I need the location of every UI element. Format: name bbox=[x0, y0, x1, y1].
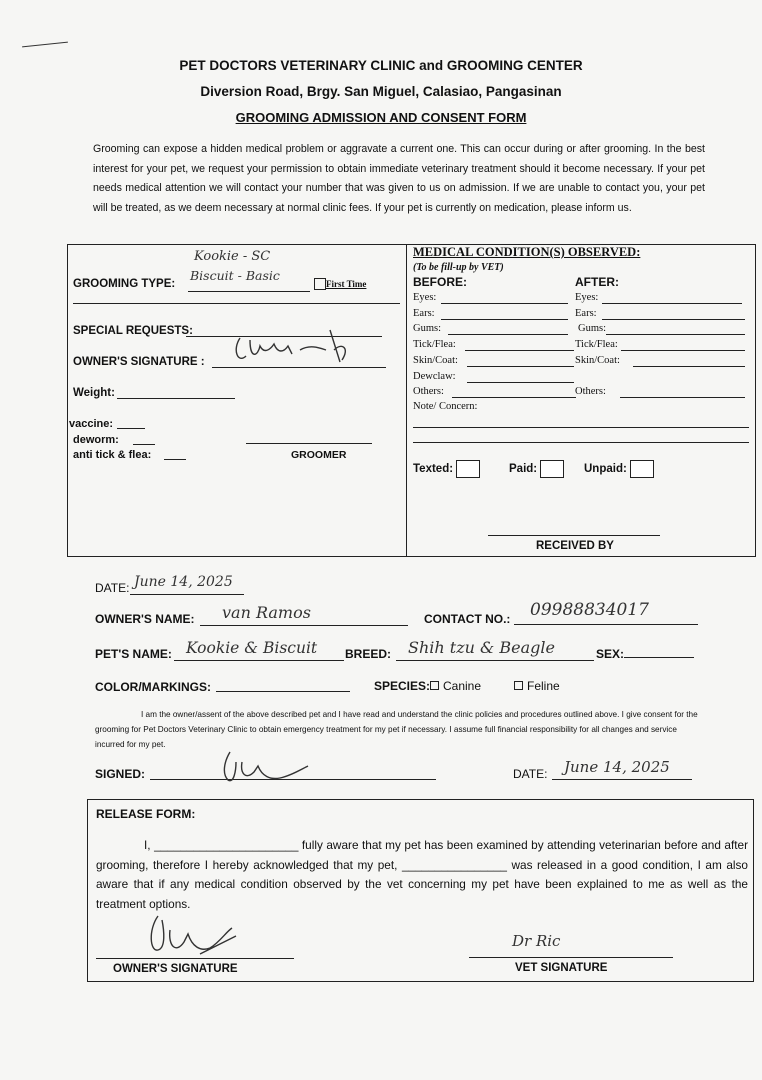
groomer-label: GROOMER bbox=[291, 449, 347, 461]
before-item-label: Ears: bbox=[413, 308, 435, 319]
feline-checkbox[interactable] bbox=[514, 681, 523, 690]
breed-line[interactable] bbox=[396, 660, 594, 661]
release-text-c: was released in a good condition, I am also aware that if any medical condition observed by the vet concerning my pet have been explained to me as well as the treatment options. bbox=[96, 857, 748, 911]
note-label: Note/ Concern: bbox=[413, 401, 478, 412]
pet-name-line[interactable] bbox=[174, 660, 344, 661]
weight-label: Weight: bbox=[73, 387, 115, 399]
note-line-2[interactable] bbox=[413, 442, 749, 443]
before-item-field[interactable] bbox=[452, 397, 576, 398]
sex-label: SEX: bbox=[596, 647, 625, 661]
received-by-label: RECEIVED BY bbox=[536, 540, 614, 552]
signed-label: SIGNED: bbox=[95, 767, 146, 781]
after-item-field[interactable] bbox=[602, 303, 742, 304]
vet-signature-label: VET SIGNATURE bbox=[515, 962, 608, 974]
before-item-label: Tick/Flea: bbox=[413, 339, 456, 350]
before-item-label: Others: bbox=[413, 386, 444, 397]
before-item-field[interactable] bbox=[441, 303, 568, 304]
consent-text bbox=[95, 707, 707, 752]
release-pet-blank[interactable]: ________________ bbox=[401, 857, 507, 872]
paid-label bbox=[509, 460, 564, 478]
release-paragraph bbox=[96, 836, 748, 914]
after-item-field[interactable] bbox=[606, 334, 745, 335]
paid-checkbox[interactable] bbox=[540, 460, 564, 478]
owner-name-label: OWNER'S NAME: bbox=[95, 612, 195, 626]
after-item-label: Gums: bbox=[578, 323, 607, 334]
grooming-type-line bbox=[188, 291, 310, 292]
vaccine-label: vaccine: bbox=[69, 418, 114, 430]
after-item-label: Others: bbox=[575, 386, 606, 397]
unpaid-checkbox[interactable] bbox=[630, 460, 654, 478]
consent-signature-scribble bbox=[210, 748, 320, 788]
clinic-address: Diversion Road, Brgy. San Miguel, Calasiao, Pangasinan bbox=[200, 84, 562, 99]
owner-signature-scribble bbox=[230, 320, 360, 370]
release-title: RELEASE FORM: bbox=[96, 807, 196, 821]
after-item-label: Skin/Coat: bbox=[575, 355, 620, 366]
owner-release-signature-line[interactable] bbox=[96, 958, 294, 959]
after-item-field[interactable] bbox=[602, 319, 745, 320]
contact-line[interactable] bbox=[514, 624, 698, 625]
stray-mark bbox=[22, 42, 68, 48]
feline-text: Feline bbox=[527, 679, 560, 693]
canine-checkbox[interactable] bbox=[430, 681, 439, 690]
after-item-field[interactable] bbox=[620, 397, 745, 398]
unpaid-text: Unpaid: bbox=[584, 463, 627, 476]
after-item-field[interactable] bbox=[621, 350, 745, 351]
release-text-b: fully aware that my pet has been examined by attending veterinarian before and after grooming, therefore I hereby acknowledged that my pet, bbox=[96, 838, 748, 872]
form-title: GROOMING ADMISSION AND CONSENT FORM bbox=[235, 110, 527, 125]
sex-line[interactable] bbox=[624, 657, 694, 658]
anti-tick-label: anti tick & flea: bbox=[73, 449, 152, 461]
release-text-a: I, bbox=[144, 838, 155, 852]
admission-divider bbox=[406, 244, 407, 557]
unpaid-label bbox=[584, 460, 654, 478]
anti-tick-field[interactable] bbox=[164, 459, 186, 460]
date-line[interactable] bbox=[130, 594, 244, 595]
owner-name-line[interactable] bbox=[200, 625, 408, 626]
before-item-label: Eyes: bbox=[413, 292, 437, 303]
contact-value: 09988834017 bbox=[530, 600, 649, 620]
consent-date-label: DATE: bbox=[513, 767, 548, 781]
weight-field[interactable] bbox=[117, 398, 235, 399]
vet-signature-value: Dr Ric bbox=[512, 932, 561, 950]
breed-label: BREED: bbox=[345, 647, 392, 661]
canine-option[interactable] bbox=[430, 679, 481, 693]
date-label: DATE: bbox=[95, 581, 130, 595]
breed-value: Shih tzu & Beagle bbox=[408, 638, 555, 657]
medical-title: MEDICAL CONDITION(S) OBSERVED: bbox=[413, 245, 641, 259]
consent-paragraph: I am the owner/assent of the above described pet and I have read and understand the clinic policies and procedures outlined above. I give consent for the grooming for Pet Doctors Veterinary Clinic to obtain emergency treatment for my pet if necessary. I assume full financial responsibility for all changes and service incurred for my pet. bbox=[95, 710, 698, 749]
owner-release-signature-label: OWNER'S SIGNATURE bbox=[113, 963, 238, 975]
medical-subtitle: (To be fill-up by VET) bbox=[413, 262, 504, 273]
grooming-type-value-line2: Biscuit - Basic bbox=[190, 268, 280, 283]
clinic-name: PET DOCTORS VETERINARY CLINIC and GROOMING CENTER bbox=[179, 58, 583, 73]
color-line[interactable] bbox=[216, 691, 350, 692]
canine-text: Canine bbox=[443, 679, 482, 693]
before-item-field[interactable] bbox=[448, 334, 568, 335]
after-label: AFTER: bbox=[575, 275, 619, 289]
paid-text: Paid: bbox=[509, 463, 538, 476]
grooming-type-value-line1: Kookie - SC bbox=[194, 249, 271, 264]
before-item-field[interactable] bbox=[441, 319, 568, 320]
owner-signature-label: OWNER'S SIGNATURE : bbox=[73, 356, 205, 368]
note-line-1[interactable] bbox=[413, 427, 749, 428]
deworm-label: deworm: bbox=[73, 434, 119, 446]
pet-name-value: Kookie & Biscuit bbox=[186, 639, 318, 657]
grooming-extra-line bbox=[73, 303, 400, 304]
release-owner-blank[interactable]: ______________________ bbox=[154, 838, 299, 852]
before-item-field[interactable] bbox=[465, 350, 574, 351]
consent-date-value: June 14, 2025 bbox=[564, 758, 670, 776]
grooming-type-label: GROOMING TYPE: bbox=[73, 278, 176, 290]
color-label: COLOR/MARKINGS: bbox=[95, 680, 211, 694]
texted-checkbox[interactable] bbox=[456, 460, 480, 478]
before-item-label: Gums: bbox=[413, 323, 442, 334]
intro-paragraph: Grooming can expose a hidden medical problem or aggravate a current one. This can occur during or after grooming. In the best interest for your pet, we request your permission to obtain immediate veterinary treatment should it become necessary. If your pet needs medical attention we will contact your number that was given to us on admission. If we are unable to contact you, your pet will be treated, as we deem necessary at normal clinic fees. If your pet is currently on medication, please inform us. bbox=[93, 143, 705, 214]
vaccine-field[interactable] bbox=[117, 428, 145, 429]
before-item-field[interactable] bbox=[467, 366, 574, 367]
texted-text: Texted: bbox=[413, 463, 454, 476]
feline-option[interactable] bbox=[514, 679, 560, 693]
before-item-label: Skin/Coat: bbox=[413, 355, 458, 366]
species-label: SPECIES: bbox=[374, 679, 431, 693]
owner-name-value: van Ramos bbox=[222, 603, 311, 622]
vet-signature-line[interactable] bbox=[469, 957, 673, 958]
after-item-label: Eyes: bbox=[575, 292, 599, 303]
deworm-field[interactable] bbox=[133, 444, 155, 445]
first-time-label: First Time bbox=[326, 279, 367, 289]
after-item-field[interactable] bbox=[633, 366, 745, 367]
admission-box bbox=[67, 244, 756, 557]
pet-name-label: PET'S NAME: bbox=[95, 647, 172, 661]
before-label: BEFORE: bbox=[413, 275, 467, 289]
first-time-checkbox[interactable] bbox=[314, 278, 326, 290]
received-by-line[interactable] bbox=[488, 535, 660, 536]
before-item-field[interactable] bbox=[467, 382, 574, 383]
special-requests-label: SPECIAL REQUESTS: bbox=[73, 325, 193, 337]
consent-date-line[interactable] bbox=[552, 779, 692, 780]
groomer-signature-line[interactable] bbox=[246, 443, 372, 444]
after-item-label: Ears: bbox=[575, 308, 597, 319]
texted-label bbox=[413, 460, 480, 478]
after-item-label: Tick/Flea: bbox=[575, 339, 618, 350]
release-owner-signature-scribble bbox=[140, 910, 250, 962]
before-item-label: Dewclaw: bbox=[413, 371, 456, 382]
contact-label: CONTACT NO.: bbox=[424, 612, 511, 626]
date-value: June 14, 2025 bbox=[134, 574, 233, 590]
